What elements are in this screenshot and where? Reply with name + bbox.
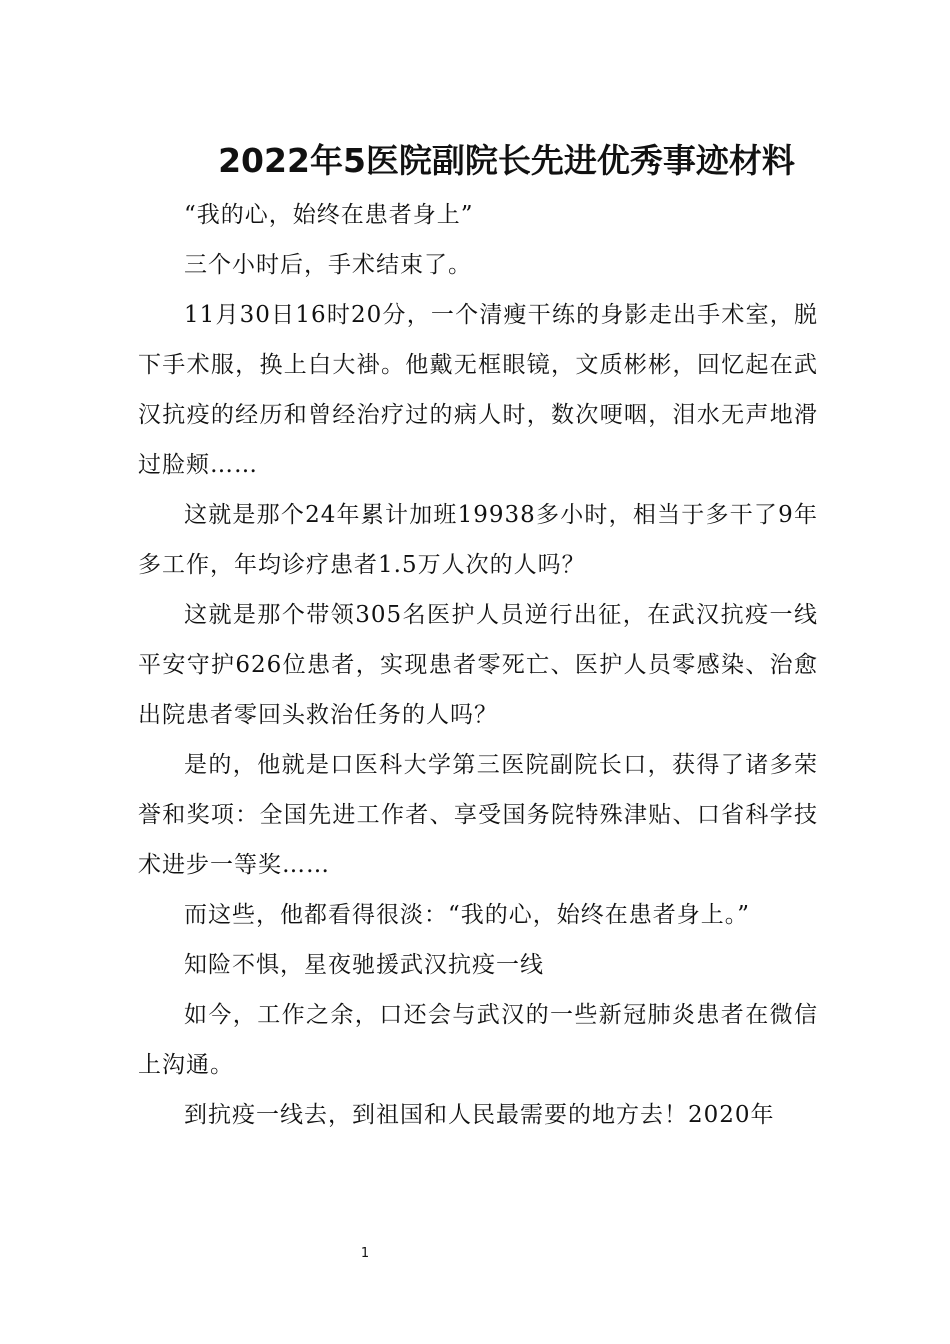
paragraph: 三个小时后，手术结束了。 [184, 252, 472, 278]
paragraph: 如今，工作之余，口还会与武汉的一些新冠肺炎患者在微信上沟通。 [138, 1002, 818, 1078]
paragraph: 这就是那个带领305名医护人员逆行出征，在武汉抗疫一线平安守护626位患者，实现患者零死亡、医护人员零感染、治愈出院患者零回头救治任务的人吗？ [138, 602, 818, 728]
paragraph: 而这些，他都看得很淡：“我的心，始终在患者身上。” [184, 902, 751, 928]
document-body [138, 190, 818, 1140]
document-title: 2022年5医院副院长先进优秀事迹材料 [218, 141, 795, 180]
paragraph: 是的，他就是口医科大学第三医院副院长口，获得了诸多荣誉和奖项：全国先进工作者、享受国务院特殊津贴、口省科学技术进步一等奖…… [138, 752, 818, 878]
page-number: 1 [360, 1246, 370, 1261]
paragraph: “我的心，始终在患者身上” [184, 202, 474, 228]
section-heading: 知险不惧，星夜驰援武汉抗疫一线 [184, 952, 544, 978]
paragraph: 这就是那个24年累计加班19938多小时，相当于多干了9年多工作，年均诊疗患者1.5万人次的人吗？ [138, 502, 818, 578]
paragraph: 11月30日16时20分，一个清瘦干练的身影走出手术室，脱下手术服，换上白大褂。他戴无框眼镜，文质彬彬，回忆起在武汉抗疫的经历和曾经治疗过的病人时，数次哽咽，泪水无声地滑过脸颊…… [138, 302, 818, 478]
paragraph: 到抗疫一线去，到祖国和人民最需要的地方去！2020年 [184, 1102, 775, 1128]
